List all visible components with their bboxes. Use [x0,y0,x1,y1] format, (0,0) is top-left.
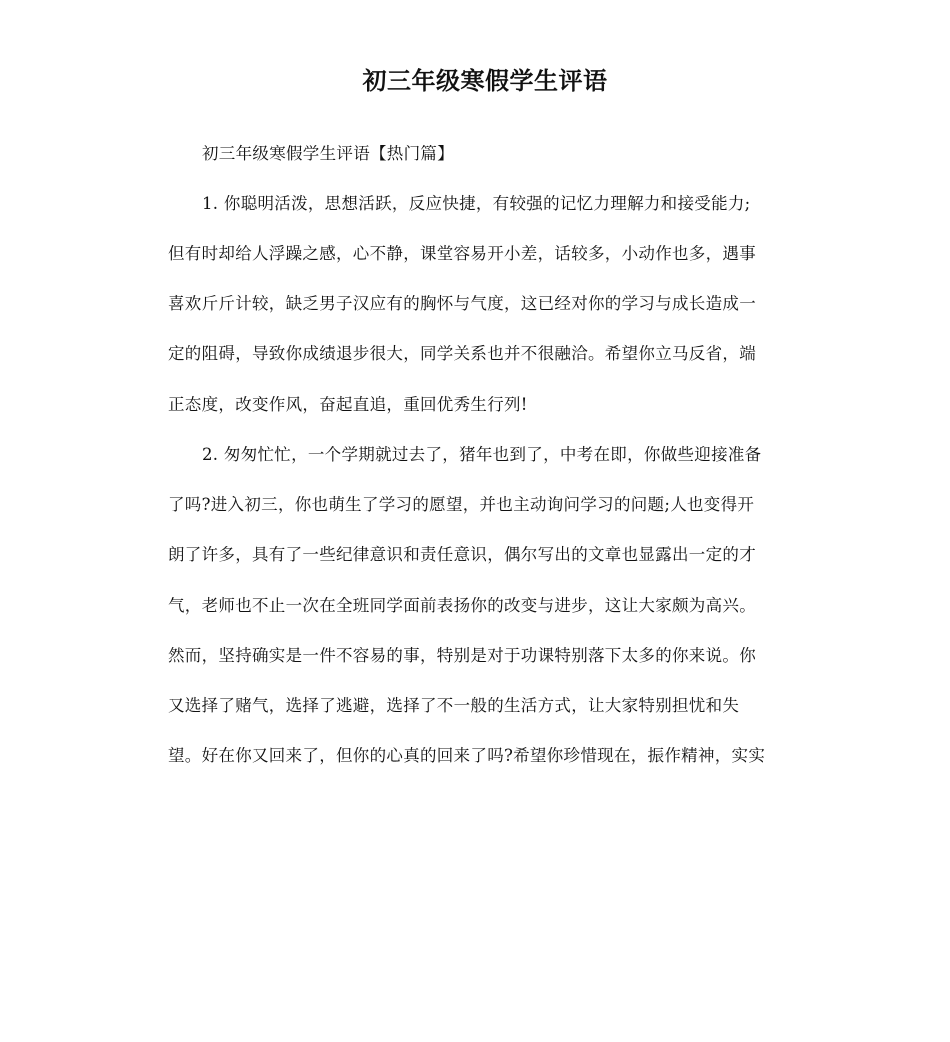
document-subtitle: 初三年级寒假学生评语【热门篇】 [202,144,454,163]
paragraph-line: 朗了许多，具有了一些纪律意识和责任意识，偶尔写出的文章也显露出一定的才 [168,545,756,564]
paragraph-line: 气，老师也不止一次在全班同学面前表扬你的改变与进步，这让大家颇为高兴。 [168,596,756,615]
paragraph-line: 2. 匆匆忙忙，一个学期就过去了，猪年也到了，中考在即，你做些迎接准备 [202,445,762,464]
paragraph-line: 定的阻碍，导致你成绩退步很大，同学关系也并不很融洽。希望你立马反省，端 [168,344,756,363]
document-title: 初三年级寒假学生评语 [362,67,608,95]
paragraph-line: 正态度，改变作风，奋起直追，重回优秀生行列! [168,395,528,414]
paragraph-line: 然而，坚持确实是一件不容易的事，特别是对于功课特别落下太多的你来说。你 [168,646,756,665]
paragraph-line: 望。好在你又回来了，但你的心真的回来了吗?希望你珍惜现在，振作精神，实实 [168,746,766,765]
paragraph-line: 但有时却给人浮躁之感，心不静，课堂容易开小差，话较多，小动作也多，遇事 [168,244,756,263]
paragraph-line: 1. 你聪明活泼，思想活跃，反应快捷，有较强的记忆力理解力和接受能力; [202,194,751,213]
paragraph-line: 了吗?进入初三，你也萌生了学习的愿望，并也主动询问学习的问题;人也变得开 [168,495,755,514]
paragraph-line: 又选择了赌气，选择了逃避，选择了不一般的生活方式，让大家特别担忧和失 [168,696,740,715]
paragraph-line: 喜欢斤斤计较，缺乏男子汉应有的胸怀与气度，这已经对你的学习与成长造成一 [168,294,756,313]
